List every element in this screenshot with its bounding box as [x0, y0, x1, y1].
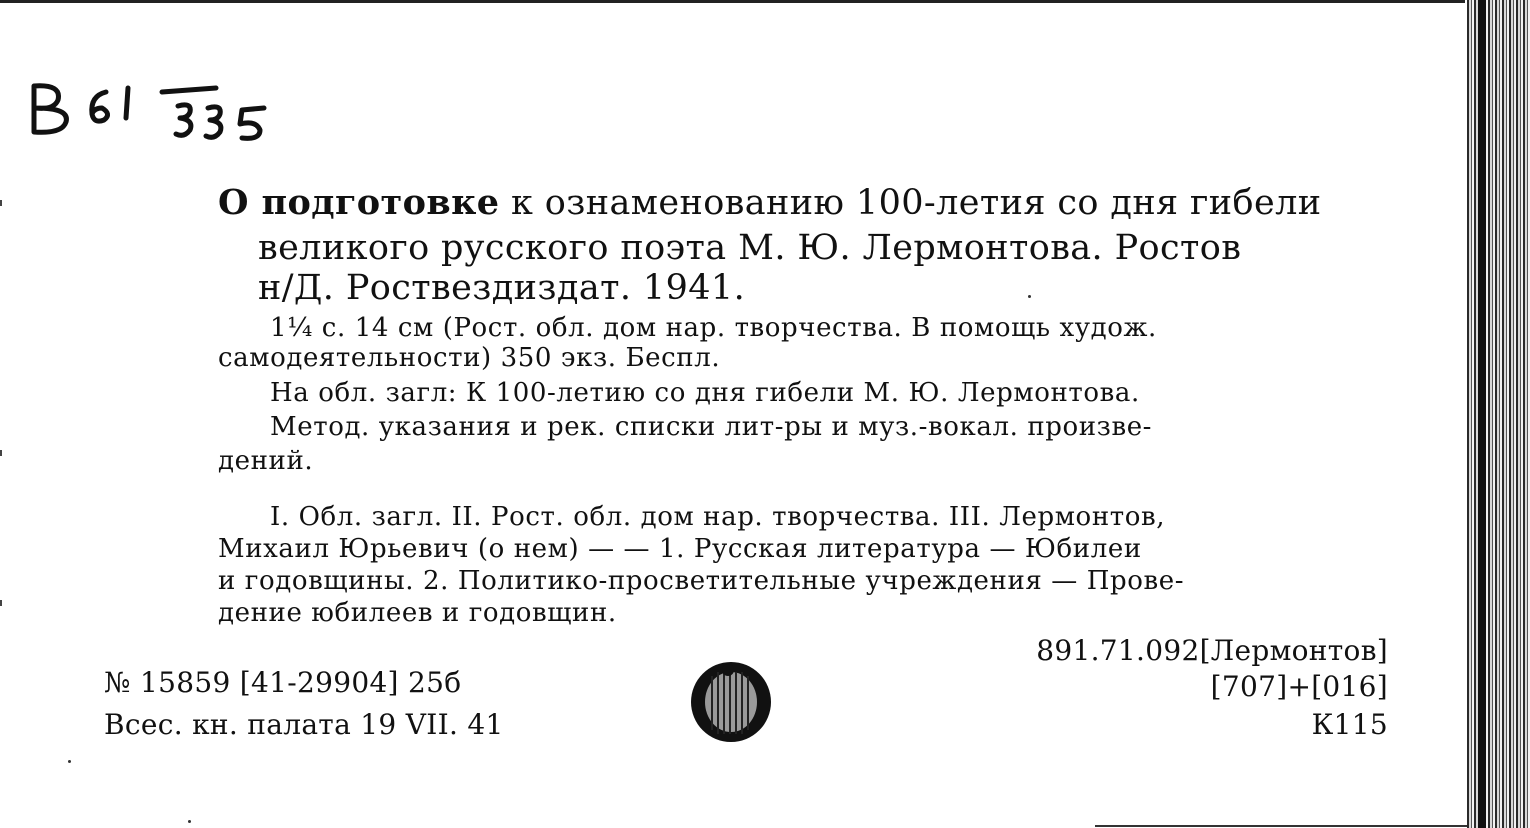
tracings-line-3: и годовщины. 2. Политико-просветительные учреждения — Прове-: [218, 566, 1185, 596]
tracings-line-2: Михаил Юрьевич (о нем) — — 1. Русская литература — Юбилеи: [218, 534, 1142, 564]
title-rest: к ознаменованию 100-летия со дня гибели: [510, 183, 1322, 223]
tracings-line-4: дение юбилеев и годовщин.: [218, 598, 617, 628]
speck: [68, 760, 71, 763]
tracings-line-1: I. Обл. загл. II. Рост. обл. дом нар. творчества. III. Лермонтов,: [270, 502, 1166, 532]
class-index: [707]+[016]: [1210, 670, 1388, 703]
author-mark: К115: [1311, 708, 1388, 741]
record-number: № 15859 [41-29904] 25б: [104, 666, 462, 699]
collation-line-1: 1¼ с. 14 см (Рост. обл. дом нар. творчества. В помощь худож.: [270, 313, 1157, 343]
book-chamber-date: Всес. кн. палата 19 VII. 41: [104, 708, 504, 741]
card-top-border: [0, 0, 1465, 3]
scanned-card-edge: [1467, 0, 1530, 828]
speck: [188, 820, 191, 823]
punched-hole-stamp-icon: [688, 658, 774, 744]
title-line-2: великого русского поэта М. Ю. Лермонтова. Ростов: [258, 228, 1242, 268]
scanned-card-edge-shadow: [1478, 0, 1486, 828]
speck: [1028, 295, 1031, 298]
left-edge-mark: [0, 200, 2, 206]
note-line-2: Метод. указания и рек. списки лит-ры и муз.-вокал. произве-: [270, 412, 1153, 442]
note-line-3: дений.: [218, 446, 314, 476]
title-line-1: [218, 182, 1321, 223]
collation-line-2: самодеятельности) 350 экз. Беспл.: [218, 343, 721, 373]
card-bottom-border: [1095, 825, 1475, 827]
imprint-line: н/Д. Роствездиздат. 1941.: [258, 268, 746, 308]
udc-class: 891.71.092[Лермонтов]: [1036, 634, 1388, 667]
handwritten-shelf-code: [28, 78, 298, 158]
left-edge-mark: [0, 600, 2, 606]
left-edge-mark: [0, 450, 2, 456]
title-lead: О подготовке: [218, 182, 500, 223]
note-line-1: На обл. загл: К 100-летию со дня гибели М. Ю. Лермонтова.: [270, 378, 1140, 408]
